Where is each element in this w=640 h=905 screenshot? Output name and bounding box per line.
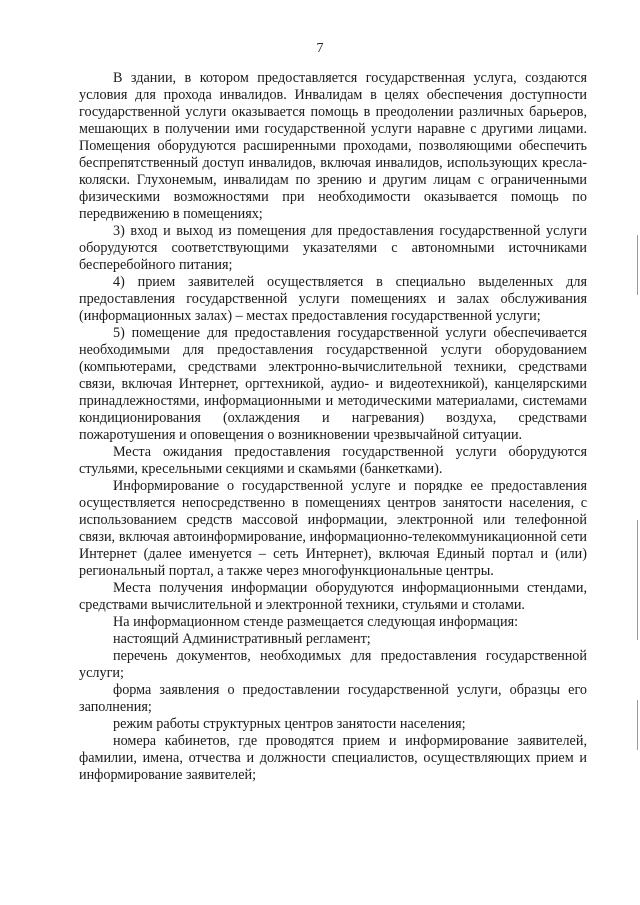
scan-edge-mark — [637, 700, 638, 750]
paragraph-waiting-area: Места ожидания предоставления государственной услуги оборудуются стульями, кресельными секциями и скамьями (банкетками). — [79, 444, 587, 477]
list-item-offices: номера кабинетов, где проводятся прием и информирование заявителей, фамилии, имена, отчества и должности специалистов, осуществляющих прием и информирование заявителей; — [79, 733, 587, 783]
paragraph-informing: Информирование о государственной услуге и порядке ее предоставления осуществляется непосредственно в помещениях центров занятости населения, с использованием средств массовой информации, электронной или телефонной связи, включая автоинформирование, информационно-телекоммуникационной сети Интернет (далее именуется – сеть Интернет), включая Единый портал и (или) региональный портал, а также через многофункциональные центры. — [79, 478, 587, 579]
list-item-application-form: форма заявления о предоставлении государственной услуги, образцы его заполнения; — [79, 682, 587, 715]
page-number: 7 — [316, 41, 324, 56]
paragraph-info-places: Места получения информации оборудуются информационными стендами, средствами вычислительной и электронной техники, стульями и столами. — [79, 580, 587, 613]
scan-edge-mark — [637, 235, 638, 295]
paragraph-accessibility: В здании, в котором предоставляется государственная услуга, создаются условия для прохода инвалидов. Инвалидам в целях обеспечения доступности государственной услуги оказывается помощь в преодолении различных барьеров, мешающих в получении ими государственной услуги наравне с другими лицами. Помещения оборудуются расширенными проходами, позволяющими обеспечить беспрепятственный доступ инвалидов, включая инвалидов, использующих кресла-коляски. Глухонемым, инвалидам по зрению и другим лицам с ограниченными физическими возможностями при необходимости оказывается помощь по передвижению в помещениях; — [79, 70, 587, 222]
list-item-documents: перечень документов, необходимых для предоставления государственной услуги; — [79, 648, 587, 681]
paragraph-item-4: 4) прием заявителей осуществляется в специально выделенных для предоставления государственной услуги помещениях и залах обслуживания (информационных залах) – местах предоставления государственной услуги; — [79, 274, 587, 324]
paragraph-item-3: 3) вход и выход из помещения для предоставления государственной услуги оборудуются соответствующими указателями с автономными источниками бесперебойного питания; — [79, 223, 587, 273]
list-item-regulation: настоящий Административный регламент; — [113, 631, 371, 647]
scan-edge-mark — [637, 520, 638, 640]
paragraph-stand-intro: На информационном стенде размещается следующая информация: — [113, 614, 519, 630]
document-body — [79, 70, 587, 784]
paragraph-item-5: 5) помещение для предоставления государственной услуги обеспечивается необходимыми для предоставления государственной услуги оборудованием (компьютерами, средствами электронно-вычислительной техники, средствами связи, включая Интернет, оргтехникой, аудио- и видеотехникой), канцелярскими принадлежностями, информационными и методическими материалами, системами кондиционирования (охлаждения и нагревания) воздуха, средствами пожаротушения и оповещения о возникновении чрезвычайной ситуации. — [79, 325, 587, 443]
list-item-work-schedule: режим работы структурных центров занятости населения; — [113, 716, 466, 732]
